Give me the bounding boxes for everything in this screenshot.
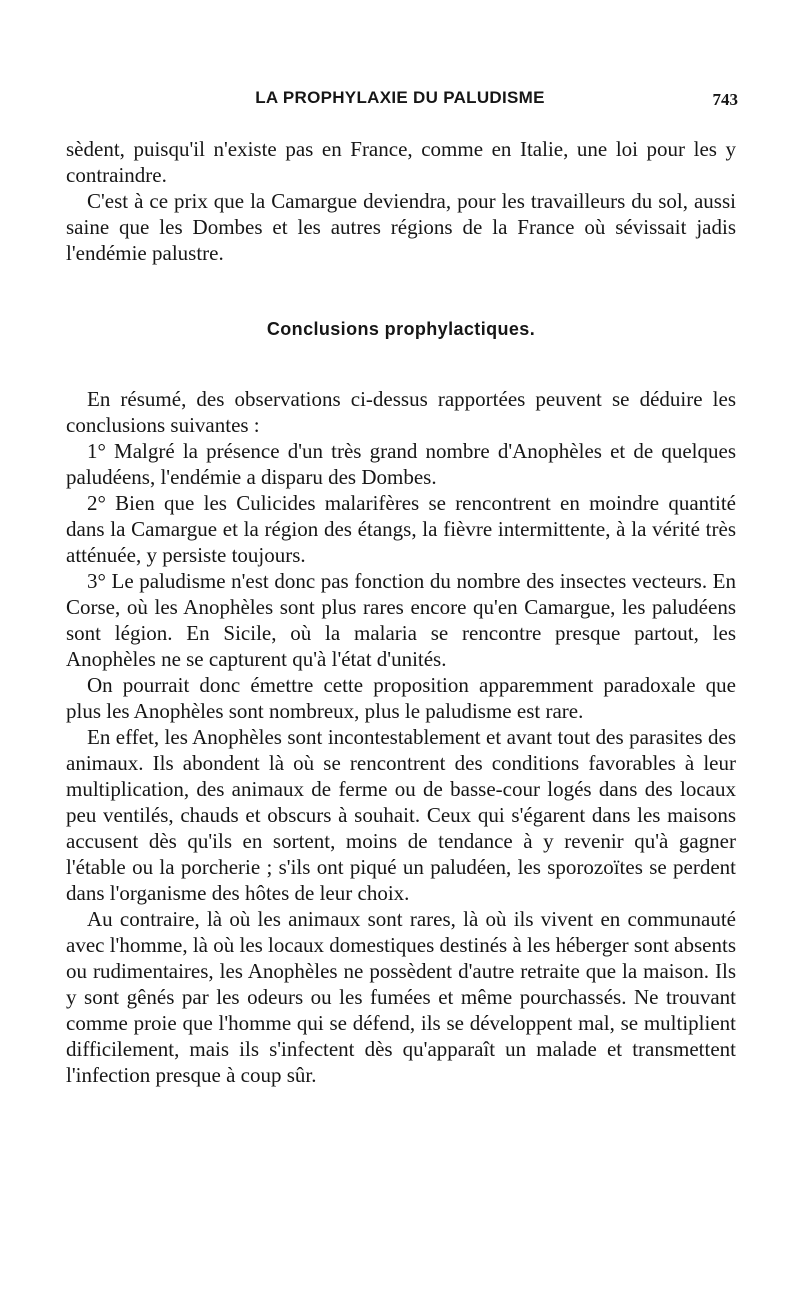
running-head: [60, 88, 740, 116]
paragraph: 2° Bien que les Culicides malarifères se rencontrent en moindre quantité dans la Camargue et la région des étangs, la fièvre intermittente, à la vérité très atténuée, y persiste toujours.: [66, 491, 736, 567]
paragraph: C'est à ce prix que la Camargue deviendra, pour les travailleurs du sol, aussi saine que les Dombes et les autres régions de la France où sévissait jadis l'endémie palustre.: [66, 189, 736, 265]
section-heading: Conclusions prophylactiques.: [266, 319, 536, 339]
paragraph: En effet, les Anophèles sont incontestablement et avant tout des parasites des animaux. Ils abondent là où se rencontrent des conditions favorables à leur multiplication, des animaux de ferme ou de basse-cour logés dans des locaux peu ventilés, chauds et obscurs à souhait. Ceux qui s'égarent dans les maisons accusent dès qu'ils en sortent, moins de tendance à y revenir qu'à gagner l'étable ou la porcherie ; s'ils ont piqué un paludéen, les sporozoïtes se perdent dans l'organisme des hôtes de leur choix.: [66, 725, 736, 905]
running-title: LA PROPHYLAXIE DU PALUDISME: [255, 88, 545, 107]
paragraph: 1° Malgré la présence d'un très grand nombre d'Anophèles et de quelques paludéens, l'endémie a disparu des Dombes.: [66, 439, 736, 489]
paragraph: 3° Le paludisme n'est donc pas fonction du nombre des insectes vecteurs. En Corse, où les Anophèles sont plus rares encore qu'en Camargue, les paludéens sont légion. En Sicile, où la malaria se rencontre presque partout, les Anophèles ne se capturent qu'à l'état d'unités.: [66, 569, 736, 671]
paragraph: Au contraire, là où les animaux sont rares, là où ils vivent en communauté avec l'homme, là où les locaux domestiques destinés à les héberger sont absents ou rudimentaires, les Anophèles ne possèdent d'autre retraite que la maison. Ils y sont gênés par les odeurs ou les fumées et même pourchassés. Ne trouvant comme proie que l'homme qui se défend, ils se développent mal, se multiplient difficilement, mais ils s'infectent dès qu'apparaît un malade et transmettent l'infection presque à coup sûr.: [66, 907, 736, 1087]
body-text: [66, 136, 736, 1088]
paragraph: En résumé, des observations ci-dessus rapportées peuvent se déduire les conclusions suivantes :: [66, 387, 736, 437]
paragraph: sèdent, puisqu'il n'existe pas en France, comme en Italie, une loi pour les y contraindre.: [66, 137, 736, 187]
paragraph: On pourrait donc émettre cette proposition apparemment paradoxale que plus les Anophèles sont nombreux, plus le paludisme est rare.: [66, 673, 736, 723]
page-number: 743: [712, 90, 738, 109]
